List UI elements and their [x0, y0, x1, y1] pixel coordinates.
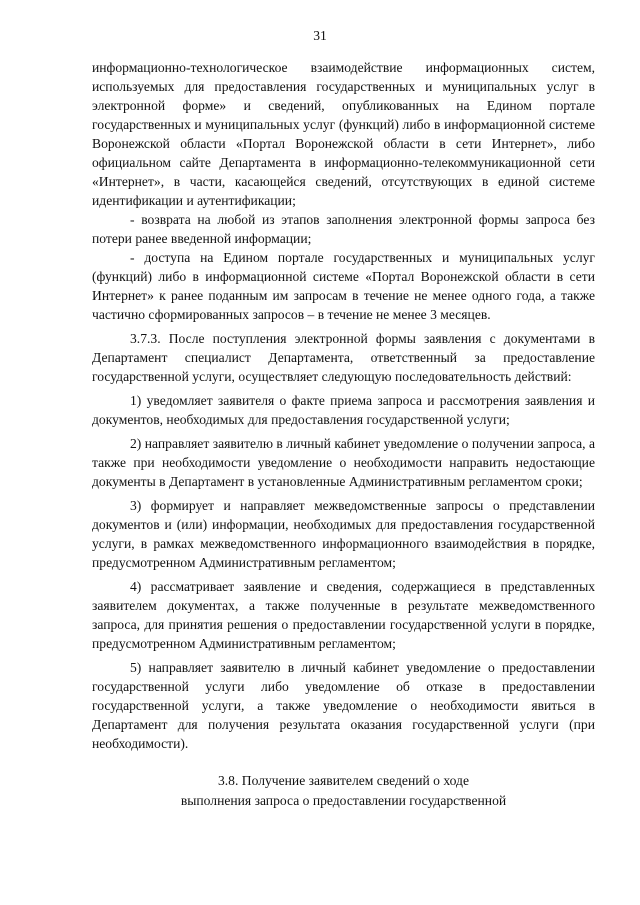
- list-item-5: 5) направляет заявителю в личный кабинет уведомление о предоставлении государственной услуги либо уведомление об отказе в предоставлении государственной услуги, а также уведомление о необходимости явиться в Департамент для получения результата оказания государственной услуги (при необходимости).: [92, 660, 595, 751]
- page-number: 31: [313, 28, 327, 43]
- paragraph-access-item: - доступа на Едином портале государственных и муниципальных услуг (функций) либо в информационной системе «Портал Воронежской области в сети Интернет» к ранее поданным им запросам в течение не менее одного года, а также частично сформированных запросов – в течение не менее 3 месяцев.: [92, 250, 595, 322]
- list-item-1: 1) уведомляет заявителя о факте приема запроса и рассмотрения заявления и документов, необходимых для предоставления государственной услуги;: [92, 393, 595, 427]
- list-item-2: 2) направляет заявителю в личный кабинет уведомление о получении запроса, а также при необходимости уведомление о необходимости направить недостающие документы в Департамент в установленные Административным регламентом сроки;: [92, 436, 595, 489]
- paragraph-3-7-3: 3.7.3. После поступления электронной формы заявления с документами в Департамент специалист Департамента, ответственный за предоставление государственной услуги, осуществляет следующую последовательность действий:: [92, 331, 595, 384]
- heading-line-2: выполнения запроса о предоставлении государственной: [180, 793, 507, 808]
- document-body: [92, 58, 595, 811]
- paragraph-return-item: - возврата на любой из этапов заполнения электронной формы запроса без потери ранее введенной информации;: [92, 212, 595, 246]
- section-heading-3-8: [92, 771, 595, 811]
- heading-line-1: 3.8. Получение заявителем сведений о ходе: [217, 773, 470, 788]
- paragraph-continuation: информационно-технологическое взаимодействие информационных систем, используемых для предоставления государственных и муниципальных услуг в электронной форме» и сведений, опубликованных на Едином портале государственных и муниципальных услуг (функций) либо в информационной системе Воронежской области «Портал Воронежской области в сети Интернет», либо официальном сайте Департамента в информационно-телекоммуникационной сети «Интернет», в части, касающейся сведений, отсутствующих в единой системе идентификации и аутентификации;: [92, 60, 595, 208]
- list-item-3: 3) формирует и направляет межведомственные запросы о представлении документов и (или) информации, необходимых для предоставления государственной услуги, в рамках межведомственного информационного взаимодействия в порядке, предусмотренном Административным регламентом;: [92, 498, 595, 570]
- list-item-4: 4) рассматривает заявление и сведения, содержащиеся в представленных заявителем документах, а также полученные в результате межведомственного запроса, для принятия решения о предоставлении государственной услуги в порядке, предусмотренном Административным регламентом;: [92, 579, 595, 651]
